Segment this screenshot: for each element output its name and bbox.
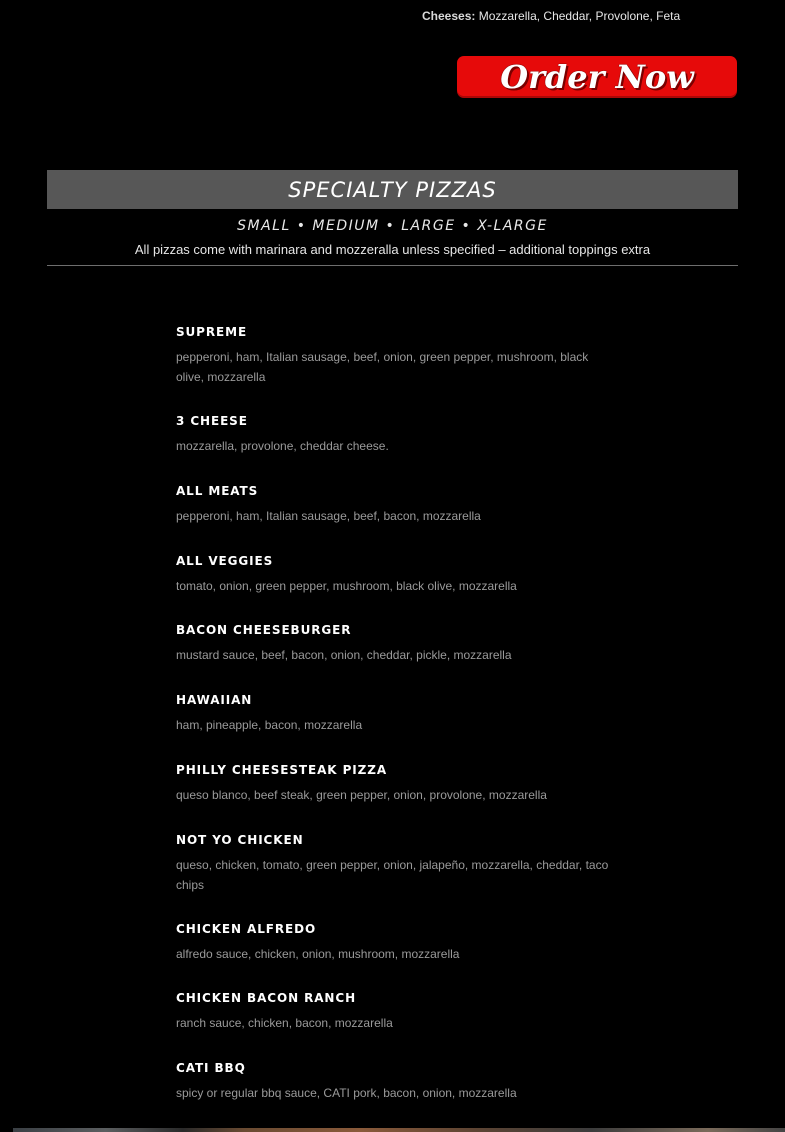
cheeses-label: Cheeses: bbox=[422, 9, 476, 23]
menu-item bbox=[176, 554, 616, 597]
item-name: ALL VEGGIES bbox=[176, 554, 274, 568]
footer-image-edge bbox=[13, 1128, 785, 1132]
item-description: ham, pineapple, bacon, mozzarella bbox=[176, 718, 363, 732]
item-name: 3 CHEESE bbox=[176, 414, 248, 428]
menu-item bbox=[176, 1061, 616, 1104]
menu-item bbox=[176, 922, 616, 965]
item-description: ranch sauce, chicken, bacon, mozzarella bbox=[176, 1016, 393, 1030]
item-name: CATI BBQ bbox=[176, 1061, 246, 1075]
menu-item bbox=[176, 991, 616, 1034]
menu-item bbox=[176, 484, 616, 527]
menu-item bbox=[176, 414, 616, 457]
cheeses-list: Mozzarella, Cheddar, Provolone, Feta bbox=[478, 9, 681, 23]
item-name: SUPREME bbox=[176, 325, 248, 339]
item-name: NOT YO CHICKEN bbox=[176, 833, 304, 847]
cheeses-line bbox=[422, 9, 680, 23]
pizza-note: All pizzas come with marinara and mozzeralla unless specified – additional toppings extra bbox=[134, 242, 651, 257]
item-name: CHICKEN ALFREDO bbox=[176, 922, 317, 936]
item-name: CHICKEN BACON RANCH bbox=[176, 991, 357, 1005]
item-name: BACON CHEESEBURGER bbox=[176, 623, 352, 637]
order-now-button[interactable] bbox=[457, 56, 737, 98]
item-name: PHILLY CHEESESTEAK PIZZA bbox=[176, 763, 388, 777]
menu-item bbox=[176, 693, 616, 736]
item-name: HAWAIIAN bbox=[176, 693, 253, 707]
menu-item bbox=[176, 325, 616, 387]
item-description: spicy or regular bbq sauce, CATI pork, bacon, onion, mozzarella bbox=[176, 1086, 517, 1100]
item-description: pepperoni, ham, Italian sausage, beef, bacon, mozzarella bbox=[176, 509, 481, 523]
item-description: tomato, onion, green pepper, mushroom, black olive, mozzarella bbox=[176, 579, 517, 593]
item-description: mustard sauce, beef, bacon, onion, cheddar, pickle, mozzarella bbox=[176, 648, 512, 662]
section-header bbox=[47, 170, 738, 209]
item-description: queso blanco, beef steak, green pepper, onion, provolone, mozzarella bbox=[176, 788, 547, 802]
section-divider bbox=[47, 265, 738, 266]
item-description: mozzarella, provolone, cheddar cheese. bbox=[176, 439, 389, 453]
item-description: alfredo sauce, chicken, onion, mushroom, mozzarella bbox=[176, 947, 460, 961]
menu-item bbox=[176, 763, 616, 806]
size-options: SMALL • MEDIUM • LARGE • X-LARGE bbox=[237, 218, 548, 234]
item-name: ALL MEATS bbox=[176, 484, 259, 498]
menu-item bbox=[176, 623, 616, 666]
item-description: queso, chicken, tomato, green pepper, onion, jalapeño, mozzarella, cheddar, taco chips bbox=[176, 858, 609, 892]
menu-item bbox=[176, 833, 616, 895]
item-description: pepperoni, ham, Italian sausage, beef, onion, green pepper, mushroom, black olive, mozzarella bbox=[176, 350, 589, 384]
section-title: SPECIALTY PIZZAS bbox=[288, 177, 497, 202]
order-now-label: Order Now bbox=[500, 58, 694, 96]
